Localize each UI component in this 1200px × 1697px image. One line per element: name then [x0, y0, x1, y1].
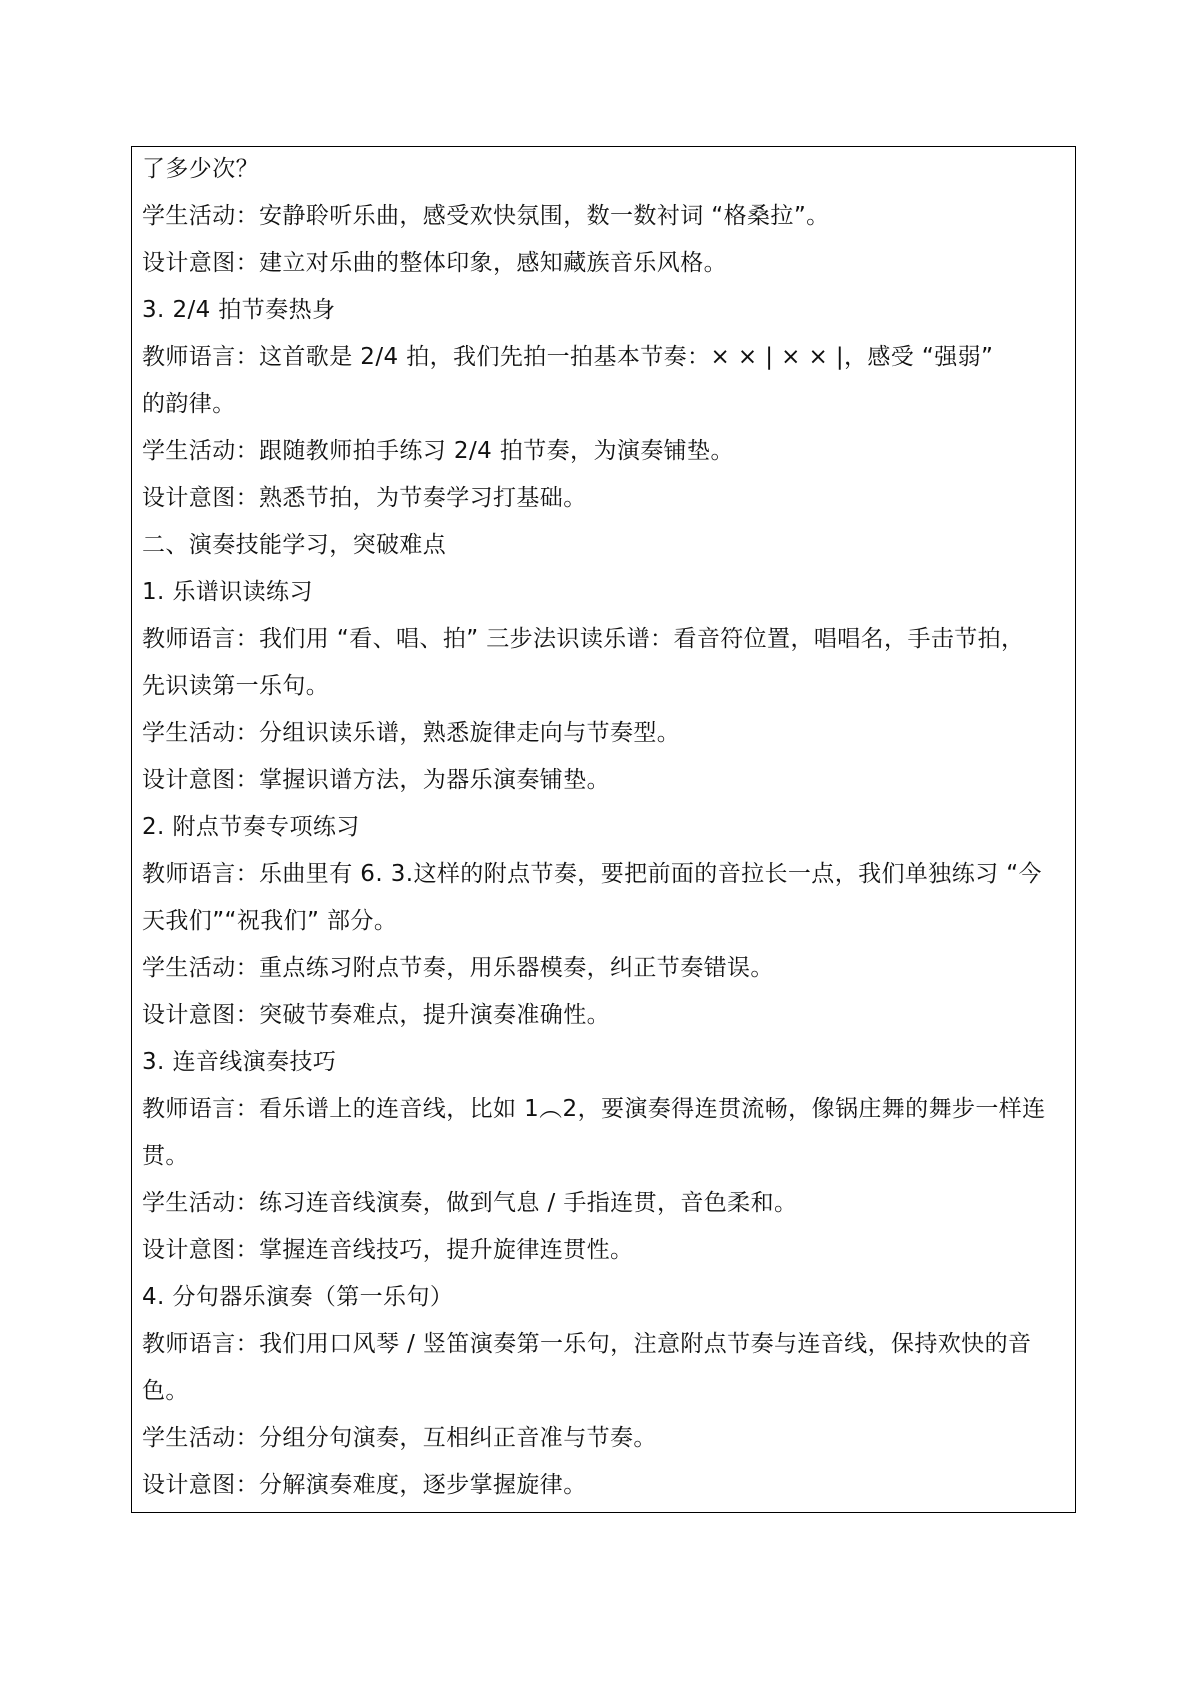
text-line: 学生活动：跟随教师拍手练习 2/4 拍节奏，为演奏铺垫。 — [142, 438, 734, 464]
section-heading: 2. 附点节奏专项练习 — [142, 814, 360, 840]
section-heading: 1. 乐谱识读练习 — [142, 579, 313, 605]
text-line: 色。 — [142, 1378, 189, 1404]
text-line: 教师语言：看乐谱上的连音线，比如 1︵2，要演奏得连贯流畅，像锅庄舞的舞步一样连 — [142, 1096, 1046, 1122]
text-line: 设计意图：建立对乐曲的整体印象，感知藏族音乐风格。 — [142, 250, 727, 276]
table-cell-content — [142, 146, 1067, 1509]
section-heading: 4. 分句器乐演奏（第一乐句） — [142, 1284, 454, 1310]
text-line: 教师语言：我们用 “看、唱、拍” 三步法识读乐谱：看音符位置，唱唱名，手击节拍， — [142, 626, 1025, 652]
text-line: 设计意图：掌握连音线技巧，提升旋律连贯性。 — [142, 1237, 634, 1263]
text-line: 设计意图：突破节奏难点，提升演奏准确性。 — [142, 1002, 610, 1028]
text-line: 设计意图：熟悉节拍，为节奏学习打基础。 — [142, 485, 587, 511]
text-line: 学生活动：分组分句演奏，互相纠正音准与节奏。 — [142, 1425, 657, 1451]
text-line: 先识读第一乐句。 — [142, 673, 330, 699]
text-line: 教师语言：乐曲里有 6. 3.这样的附点节奏，要把前面的音拉长一点，我们单独练习 “今 — [142, 861, 1042, 887]
text-line: 学生活动：练习连音线演奏，做到气息 / 手指连贯，音色柔和。 — [142, 1190, 798, 1216]
text-line: 教师语言：我们用口风琴 / 竖笛演奏第一乐句，注意附点节奏与连音线，保持欢快的音 — [142, 1331, 1032, 1357]
section-heading: 二、演奏技能学习，突破难点 — [142, 532, 447, 558]
text-line: 教师语言：这首歌是 2/4 拍，我们先拍一拍基本节奏：× × | × × |，感受 “强弱” — [142, 344, 994, 370]
text-line: 学生活动：重点练习附点节奏，用乐器模奏，纠正节奏错误。 — [142, 955, 774, 981]
text-line: 的韵律。 — [142, 391, 236, 417]
text-line: 了多少次？ — [142, 156, 259, 182]
section-heading: 3. 连音线演奏技巧 — [142, 1049, 337, 1075]
text-line: 设计意图：掌握识谱方法，为器乐演奏铺垫。 — [142, 767, 610, 793]
text-line: 贯。 — [142, 1143, 189, 1169]
text-line: 天我们”“祝我们” 部分。 — [142, 908, 398, 934]
section-heading: 3. 2/4 拍节奏热身 — [142, 297, 336, 323]
text-line: 设计意图：分解演奏难度，逐步掌握旋律。 — [142, 1472, 587, 1498]
text-line: 学生活动：安静聆听乐曲，感受欢快氛围，数一数衬词 “格桑拉”。 — [142, 203, 830, 229]
text-line: 学生活动：分组识读乐谱，熟悉旋律走向与节奏型。 — [142, 720, 681, 746]
